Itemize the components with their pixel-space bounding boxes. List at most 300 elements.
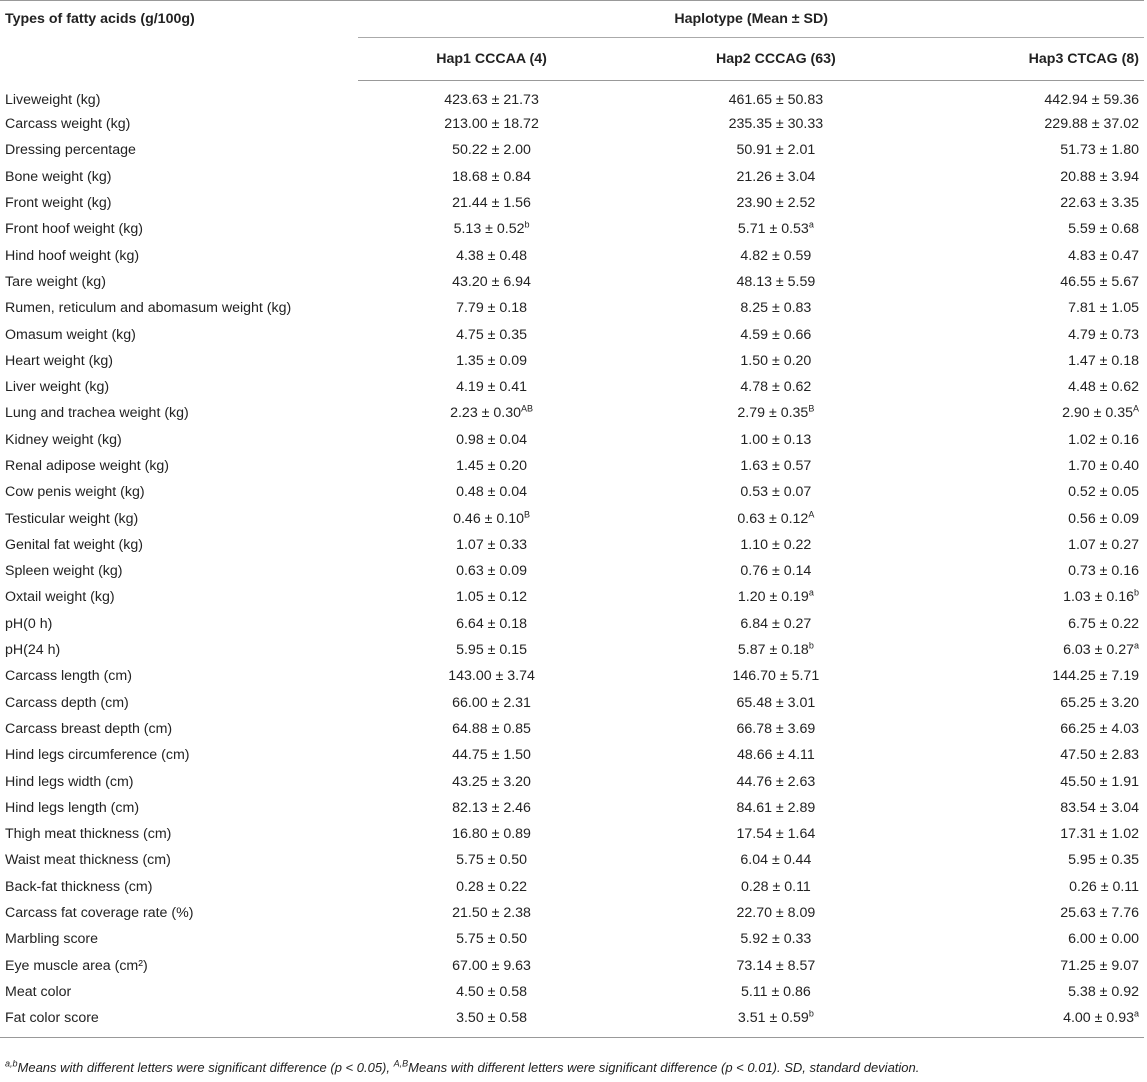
cell-hap1 (358, 768, 624, 794)
cell-hap2 (625, 795, 927, 821)
cell-hap3 (927, 321, 1144, 347)
table-row (0, 900, 1144, 926)
cell-value: 21.44 ± 1.56 (452, 195, 531, 212)
cell-hap2 (625, 532, 927, 558)
cell-hap2 (625, 768, 927, 794)
row-label: Genital fat weight (kg) (5, 536, 143, 553)
cell-value: 5.75 ± 0.50 (456, 931, 527, 948)
cell-hap1 (358, 900, 624, 926)
table-row (0, 611, 1144, 637)
cell-value: 84.61 ± 2.89 (736, 799, 816, 816)
cell-value: 4.50 ± 0.58 (456, 983, 527, 1000)
row-label-header: Types of fatty acids (g/100g) (0, 1, 358, 81)
significance-superscript: b (808, 640, 814, 651)
row-label: Oxtail weight (kg) (5, 589, 115, 606)
table-row (0, 821, 1144, 847)
cell-hap2 (625, 926, 927, 952)
table-row (0, 505, 1144, 531)
cell-value: 235.35 ± 30.33 (728, 116, 824, 133)
cell-hap2 (625, 979, 927, 1005)
cell-value: 1.45 ± 0.20 (456, 458, 527, 474)
cell-value: 51.73 ± 1.80 (1060, 142, 1139, 159)
row-label: pH(0 h) (5, 615, 53, 632)
cell-value: 0.46 ± 0.10 (453, 510, 524, 527)
cell-value: 1.20 ± 0.19 (737, 589, 809, 606)
cell-value: 6.00 ± 0.00 (1068, 931, 1139, 948)
cell-hap3 (927, 979, 1144, 1005)
table-row (0, 295, 1144, 321)
cell-hap3 (927, 348, 1144, 374)
row-label: Omasum weight (kg) (5, 326, 136, 343)
cell-hap2 (625, 584, 927, 610)
cell-value: 1.47 ± 0.18 (1068, 352, 1139, 369)
cell-hap1 (358, 795, 624, 821)
cell-value: 73.14 ± 8.57 (736, 957, 816, 974)
cell-value: 2.90 ± 0.35 (1062, 405, 1133, 422)
cell-value: 5.95 ± 0.35 (1068, 852, 1139, 869)
significance-superscript: a (808, 219, 814, 230)
table-row (0, 216, 1144, 242)
cell-hap1 (358, 479, 624, 505)
cell-value: 22.70 ± 8.09 (736, 905, 816, 922)
table-row (0, 479, 1144, 505)
table-row (0, 427, 1144, 453)
cell-hap3 (927, 453, 1144, 479)
cell-hap2 (625, 716, 927, 742)
cell-value: 213.00 ± 18.72 (444, 116, 539, 133)
table-row (0, 164, 1144, 190)
cell-hap2 (625, 111, 927, 137)
cell-hap2 (625, 137, 927, 163)
cell-value: 5.71 ± 0.53 (737, 221, 809, 238)
cell-hap3 (927, 505, 1144, 531)
cell-value: 18.68 ± 0.84 (452, 168, 531, 185)
cell-hap3 (927, 900, 1144, 926)
row-label: Heart weight (kg) (5, 352, 114, 369)
cell-hap1 (358, 953, 624, 979)
cell-value: 4.83 ± 0.47 (1068, 247, 1139, 264)
cell-value: 1.10 ± 0.22 (740, 536, 812, 553)
cell-hap1 (358, 321, 624, 347)
cell-hap3 (927, 821, 1144, 847)
cell-hap2 (625, 663, 927, 689)
cell-value: 4.82 ± 0.59 (740, 247, 812, 264)
cell-hap3 (927, 190, 1144, 216)
cell-value: 1.07 ± 0.33 (456, 536, 527, 553)
cell-value: 44.76 ± 2.63 (736, 773, 816, 790)
table-row (0, 979, 1144, 1005)
row-label: Meat color (5, 983, 72, 1000)
cell-hap1 (358, 505, 624, 531)
cell-value: 6.64 ± 0.18 (456, 615, 527, 632)
cell-value: 66.25 ± 4.03 (1060, 720, 1139, 737)
cell-value: 43.20 ± 6.94 (452, 273, 531, 290)
column-header-hap1: Hap1 CCCAA (4) (358, 38, 624, 81)
cell-value: 4.78 ± 0.62 (740, 379, 812, 396)
cell-hap2 (625, 479, 927, 505)
cell-value: 48.13 ± 5.59 (736, 273, 816, 290)
table-row (0, 874, 1144, 900)
cell-value: 0.52 ± 0.05 (1068, 484, 1139, 501)
cell-value: 0.48 ± 0.04 (456, 484, 527, 501)
cell-hap1 (358, 690, 624, 716)
cell-hap3 (927, 926, 1144, 952)
cell-hap1 (358, 295, 624, 321)
cell-hap2 (625, 505, 927, 531)
table-row (0, 795, 1144, 821)
table-row (0, 1005, 1144, 1038)
cell-hap3 (927, 742, 1144, 768)
row-label: Front hoof weight (kg) (5, 221, 143, 238)
cell-hap2 (625, 953, 927, 979)
row-label: Back-fat thickness (cm) (5, 878, 153, 895)
cell-value: 4.75 ± 0.35 (456, 326, 527, 343)
cell-hap1 (358, 874, 624, 900)
table-row (0, 137, 1144, 163)
row-label: Carcass length (cm) (5, 668, 132, 685)
cell-value: 48.66 ± 4.11 (737, 747, 815, 764)
cell-value: 144.25 ± 7.19 (1052, 668, 1139, 685)
column-header-hap2: Hap2 CCCAG (63) (625, 38, 927, 81)
row-label: Carcass weight (kg) (5, 116, 131, 133)
table-row (0, 926, 1144, 952)
cell-hap1 (358, 821, 624, 847)
cell-hap3 (927, 874, 1144, 900)
cell-hap2 (625, 295, 927, 321)
cell-value: 1.63 ± 0.57 (740, 458, 812, 474)
cell-hap1 (358, 611, 624, 637)
cell-hap2 (625, 242, 927, 268)
footnote-text1: Means with different letters were significant difference (p < 0.05), (17, 1060, 394, 1075)
cell-value: 16.80 ± 0.89 (452, 826, 531, 843)
table-row (0, 558, 1144, 584)
cell-value: 65.48 ± 3.01 (736, 694, 816, 711)
table-row (0, 374, 1144, 400)
cell-hap1 (358, 532, 624, 558)
row-label: Rumen, reticulum and abomasum weight (kg) (5, 300, 292, 317)
cell-value: 4.00 ± 0.93 (1063, 1010, 1134, 1027)
cell-value: 1.07 ± 0.27 (1068, 536, 1139, 553)
cell-value: 0.63 ± 0.09 (456, 563, 527, 580)
row-label: Hind legs width (cm) (5, 773, 134, 790)
cell-hap1 (358, 164, 624, 190)
cell-value: 5.38 ± 0.92 (1068, 983, 1139, 1000)
cell-value: 45.50 ± 1.91 (1060, 773, 1139, 790)
cell-hap3 (927, 716, 1144, 742)
cell-value: 2.23 ± 0.30 (450, 405, 521, 422)
cell-hap2 (625, 611, 927, 637)
row-label: Testicular weight (kg) (5, 510, 139, 527)
cell-value: 5.87 ± 0.18 (737, 642, 809, 659)
table-row (0, 321, 1144, 347)
row-label: Spleen weight (kg) (5, 563, 123, 580)
cell-hap2 (625, 847, 927, 873)
cell-value: 423.63 ± 21.73 (444, 92, 539, 108)
cell-value: 21.50 ± 2.38 (452, 905, 531, 922)
cell-hap3 (927, 269, 1144, 295)
cell-hap2 (625, 269, 927, 295)
cell-value: 50.91 ± 2.01 (736, 142, 816, 159)
cell-value: 0.53 ± 0.07 (740, 484, 812, 501)
cell-value: 4.19 ± 0.41 (456, 379, 527, 396)
cell-value: 3.51 ± 0.59 (737, 1010, 809, 1027)
significance-superscript: b (808, 1008, 814, 1019)
footnote-sup1: a,b (5, 1058, 18, 1069)
cell-hap2 (625, 453, 927, 479)
cell-value: 146.70 ± 5.71 (732, 668, 820, 685)
cell-hap1 (358, 348, 624, 374)
cell-hap2 (625, 164, 927, 190)
table-row (0, 953, 1144, 979)
cell-value: 1.02 ± 0.16 (1068, 431, 1139, 448)
cell-value: 82.13 ± 2.46 (452, 799, 531, 816)
cell-hap3 (927, 847, 1144, 873)
cell-value: 6.75 ± 0.22 (1068, 615, 1139, 632)
cell-value: 442.94 ± 59.36 (1044, 92, 1139, 108)
cell-value: 25.63 ± 7.76 (1060, 905, 1139, 922)
cell-value: 23.90 ± 2.52 (736, 195, 816, 212)
cell-value: 7.79 ± 0.18 (456, 300, 527, 317)
cell-value: 20.88 ± 3.94 (1060, 168, 1139, 185)
significance-superscript: a (1133, 1008, 1139, 1019)
cell-value: 6.04 ± 0.44 (740, 852, 812, 869)
cell-hap1 (358, 374, 624, 400)
row-label: Dressing percentage (5, 142, 136, 159)
row-label: Eye muscle area (cm²) (5, 957, 148, 974)
significance-superscript: a (1133, 640, 1139, 651)
cell-hap3 (927, 111, 1144, 137)
footnote-text2: Means with different letters were significant difference (p < 0.01). SD, standard deviation. (408, 1060, 920, 1075)
cell-value: 461.65 ± 50.83 (728, 92, 824, 108)
cell-value: 5.11 ± 0.86 (740, 983, 811, 1000)
row-label: Hind legs circumference (cm) (5, 747, 190, 764)
cell-value: 5.95 ± 0.15 (456, 642, 527, 659)
cell-hap3 (927, 374, 1144, 400)
header-row-top (0, 1, 1144, 38)
cell-hap2 (625, 1005, 927, 1038)
row-label: Front weight (kg) (5, 195, 112, 212)
cell-hap2 (625, 637, 927, 663)
table-row (0, 716, 1144, 742)
cell-hap1 (358, 81, 624, 112)
cell-value: 0.28 ± 0.22 (456, 878, 527, 895)
table-body (0, 81, 1144, 1038)
cell-value: 5.92 ± 0.33 (740, 931, 812, 948)
cell-value: 71.25 ± 9.07 (1060, 957, 1139, 974)
cell-hap2 (625, 81, 927, 112)
row-label: Carcass breast depth (cm) (5, 720, 173, 737)
cell-hap2 (625, 321, 927, 347)
cell-hap2 (625, 190, 927, 216)
cell-value: 43.25 ± 3.20 (452, 773, 531, 790)
row-label: Lung and trachea weight (kg) (5, 405, 189, 422)
cell-hap3 (927, 611, 1144, 637)
cell-value: 64.88 ± 0.85 (452, 720, 531, 737)
significance-superscript: B (808, 403, 815, 414)
table-row (0, 663, 1144, 689)
cell-hap3 (927, 584, 1144, 610)
cell-value: 6.03 ± 0.27 (1063, 642, 1134, 659)
footnote-sup2: A,B (393, 1058, 409, 1069)
cell-hap1 (358, 716, 624, 742)
cell-value: 2.79 ± 0.35 (737, 405, 809, 422)
cell-value: 83.54 ± 3.04 (1060, 799, 1139, 816)
cell-hap1 (358, 269, 624, 295)
table-row (0, 111, 1144, 137)
cell-value: 3.50 ± 0.58 (456, 1010, 527, 1027)
cell-value: 65.25 ± 3.20 (1060, 694, 1139, 711)
row-label: Hind legs length (cm) (5, 799, 140, 816)
cell-hap3 (927, 137, 1144, 163)
cell-value: 1.03 ± 0.16 (1063, 589, 1134, 606)
row-label: Renal adipose weight (kg) (5, 458, 170, 474)
cell-hap2 (625, 900, 927, 926)
table-row (0, 81, 1144, 112)
cell-hap3 (927, 953, 1144, 979)
table-row (0, 847, 1144, 873)
cell-value: 22.63 ± 3.35 (1060, 195, 1139, 212)
cell-value: 4.48 ± 0.62 (1068, 379, 1139, 396)
row-label: pH(24 h) (5, 642, 61, 659)
cell-value: 4.79 ± 0.73 (1068, 326, 1139, 343)
cell-value: 17.31 ± 1.02 (1060, 826, 1139, 843)
cell-value: 0.56 ± 0.09 (1068, 510, 1139, 527)
cell-hap2 (625, 874, 927, 900)
cell-value: 143.00 ± 3.74 (448, 668, 535, 685)
cell-hap3 (927, 427, 1144, 453)
cell-hap3 (927, 400, 1144, 426)
cell-value: 5.75 ± 0.50 (456, 852, 527, 869)
cell-value: 7.81 ± 1.05 (1068, 300, 1139, 317)
cell-hap1 (358, 242, 624, 268)
cell-value: 47.50 ± 2.83 (1060, 747, 1139, 764)
cell-hap1 (358, 137, 624, 163)
cell-value: 8.25 ± 0.83 (740, 300, 812, 317)
cell-value: 0.26 ± 0.11 (1069, 878, 1139, 895)
table-row (0, 242, 1144, 268)
column-header-hap3: Hap3 CTCAG (8) (927, 38, 1144, 81)
table-row (0, 348, 1144, 374)
cell-hap3 (927, 164, 1144, 190)
table-row (0, 690, 1144, 716)
cell-value: 1.70 ± 0.40 (1068, 458, 1139, 474)
cell-hap3 (927, 1005, 1144, 1038)
cell-value: 21.26 ± 3.04 (736, 168, 816, 185)
cell-hap1 (358, 926, 624, 952)
cell-hap3 (927, 558, 1144, 584)
cell-hap2 (625, 348, 927, 374)
row-label: Marbling score (5, 931, 99, 948)
group-header: Haplotype (Mean ± SD) (358, 1, 1144, 38)
cell-hap1 (358, 111, 624, 137)
cell-value: 46.55 ± 5.67 (1060, 273, 1139, 290)
cell-hap1 (358, 558, 624, 584)
cell-hap1 (358, 216, 624, 242)
cell-hap3 (927, 795, 1144, 821)
cell-hap2 (625, 742, 927, 768)
cell-hap1 (358, 979, 624, 1005)
cell-hap3 (927, 216, 1144, 242)
significance-superscript: b (524, 219, 530, 230)
cell-value: 0.63 ± 0.12 (737, 510, 809, 527)
cell-value: 1.05 ± 0.12 (456, 589, 527, 606)
cell-hap2 (625, 558, 927, 584)
cell-hap3 (927, 690, 1144, 716)
cell-hap3 (927, 637, 1144, 663)
cell-value: 50.22 ± 2.00 (452, 142, 531, 159)
row-label: Thigh meat thickness (cm) (5, 826, 172, 843)
cell-value: 1.50 ± 0.20 (740, 352, 812, 369)
cell-value: 4.38 ± 0.48 (456, 247, 527, 264)
table-row (0, 637, 1144, 663)
table-row (0, 269, 1144, 295)
cell-value: 1.00 ± 0.13 (740, 431, 812, 448)
cell-value: 0.76 ± 0.14 (740, 563, 812, 580)
row-label: Bone weight (kg) (5, 168, 112, 185)
row-label: Liver weight (kg) (5, 379, 110, 396)
cell-value: 66.78 ± 3.69 (736, 720, 816, 737)
cell-hap2 (625, 427, 927, 453)
cell-hap1 (358, 427, 624, 453)
row-label: Carcass fat coverage rate (%) (5, 905, 194, 922)
cell-hap3 (927, 295, 1144, 321)
cell-hap3 (927, 663, 1144, 689)
cell-hap2 (625, 400, 927, 426)
cell-hap3 (927, 479, 1144, 505)
cell-hap3 (927, 532, 1144, 558)
cell-value: 5.13 ± 0.52 (453, 221, 525, 238)
cell-hap2 (625, 216, 927, 242)
row-label: Kidney weight (kg) (5, 431, 122, 448)
footnote (5, 1060, 919, 1075)
row-label: Tare weight (kg) (5, 273, 106, 290)
cell-value: 4.59 ± 0.66 (740, 326, 812, 343)
cell-value: 5.59 ± 0.68 (1068, 221, 1139, 238)
cell-hap2 (625, 690, 927, 716)
significance-superscript: B (524, 508, 531, 519)
row-label: Cow penis weight (kg) (5, 484, 145, 501)
table-row (0, 768, 1144, 794)
cell-value: 0.73 ± 0.16 (1068, 563, 1139, 580)
cell-hap3 (927, 768, 1144, 794)
cell-value: 1.35 ± 0.09 (456, 352, 527, 369)
cell-value: 67.00 ± 9.63 (452, 957, 531, 974)
cell-hap1 (358, 663, 624, 689)
cell-value: 66.00 ± 2.31 (452, 694, 531, 711)
row-label: Carcass depth (cm) (5, 694, 129, 711)
cell-hap1 (358, 190, 624, 216)
cell-hap1 (358, 584, 624, 610)
table-row (0, 532, 1144, 558)
cell-value: 44.75 ± 1.50 (452, 747, 531, 764)
row-label: Fat color score (0, 1005, 358, 1038)
cell-hap2 (625, 374, 927, 400)
table-row (0, 453, 1144, 479)
significance-superscript: a (808, 587, 814, 598)
cell-hap3 (927, 242, 1144, 268)
cell-value: 229.88 ± 37.02 (1044, 116, 1139, 133)
significance-superscript: AB (521, 403, 534, 414)
significance-superscript: A (1132, 403, 1139, 414)
cell-hap1 (358, 637, 624, 663)
cell-hap1 (358, 1005, 624, 1038)
cell-hap1 (358, 847, 624, 873)
cell-hap2 (625, 821, 927, 847)
cell-value: 0.98 ± 0.04 (456, 431, 527, 448)
table-row (0, 742, 1144, 768)
row-label: Liveweight (kg) (5, 91, 101, 108)
cell-value: 0.28 ± 0.11 (740, 878, 811, 895)
